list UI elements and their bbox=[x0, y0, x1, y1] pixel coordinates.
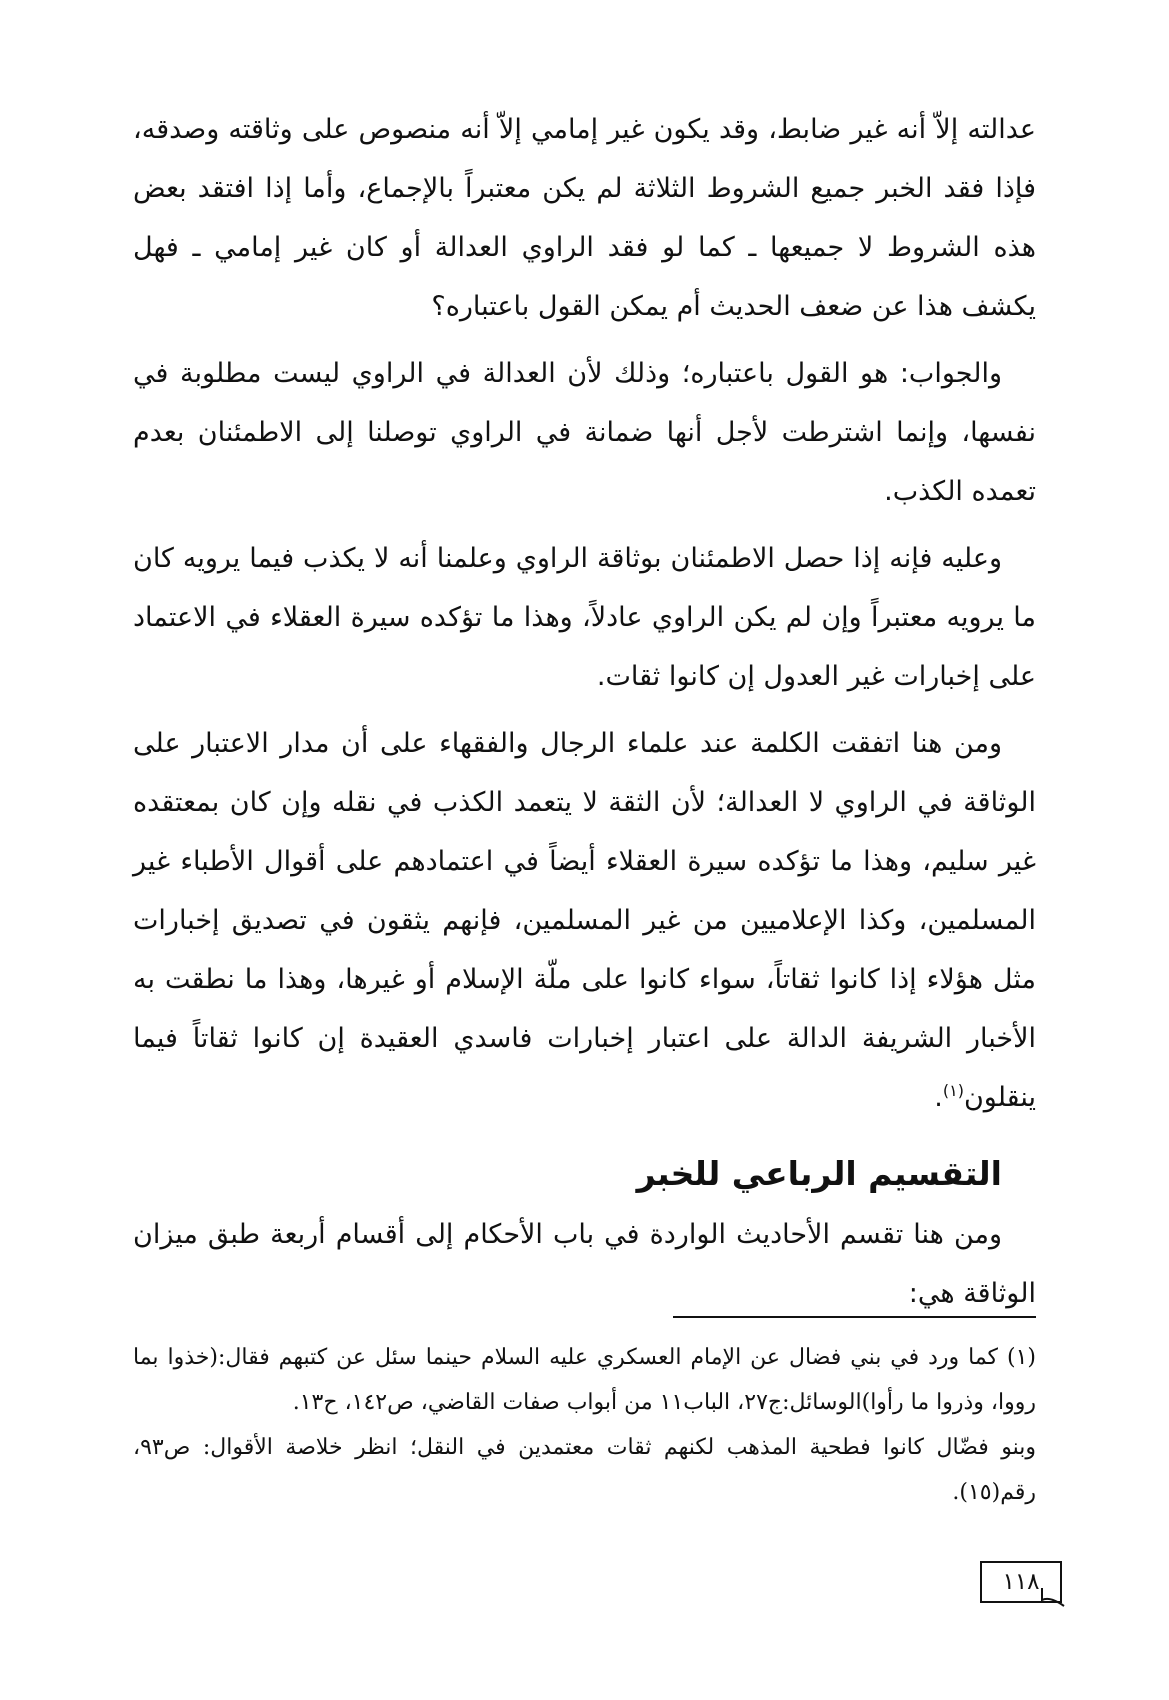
paragraph-5 bbox=[133, 1205, 1036, 1323]
main-text bbox=[133, 100, 1036, 1331]
paragraph-3-text: وعليه فإنه إذا حصل الاطمئنان بوثاقة الراوي وعلمنا أنه لا يكذب فيما يرويه كان ما يرويه معتبراً وإن لم يكن الراوي عادلاً، وهذا ما تؤكده سيرة العقلاء في الاعتماد على إخبارات غير العدول إن كانوا ثقات. bbox=[133, 543, 1036, 692]
footnote-reference[interactable]: (١) bbox=[942, 1081, 964, 1100]
footnote-1-continuation: وبنو فضّال كانوا فطحية المذهب لكنهم ثقات معتمدين في النقل؛ انظر خلاصة الأقوال: ص٩٣، رقم(١٥). bbox=[133, 1435, 1036, 1505]
paragraph-5-text: ومن هنا تقسم الأحاديث الواردة في باب الأحكام إلى أقسام أربعة طبق ميزان الوثاقة هي: bbox=[133, 1219, 1036, 1309]
paragraph-4-text: ومن هنا اتفقت الكلمة عند علماء الرجال والفقهاء على أن مدار الاعتبار على الوثاقة في الراوي لا العدالة؛ لأن الثقة لا يتعمد الكذب في نقله وإن كان بمعتقده غير سليم، وهذا ما تؤكده سيرة العقلاء أيضاً في اعتمادهم على أقوال الأطباء غير المسلمين، وكذا الإعلاميين من غير المسلمين، فإنهم يثقون في تصديق إخبارات مثل هؤلاء إذا كانوا ثقاتاً، سواء كانوا على ملّة الإسلام أو غيرها، وهذا ما نطقت به الأخبار الشريفة الدالة على اعتبار إخبارات فاسدي العقيدة إن كانوا ثقاتاً فيما ينقلون bbox=[133, 728, 1036, 1113]
paragraph-4-end: . bbox=[934, 1082, 943, 1113]
section-heading: التقسيم الرباعي للخبر bbox=[636, 1154, 1002, 1193]
paragraph-3 bbox=[133, 529, 1036, 706]
page-number-text: ١١٨ bbox=[1002, 1569, 1040, 1595]
paragraph-1 bbox=[133, 100, 1036, 336]
paragraph-2-text: والجواب: هو القول باعتباره؛ وذلك لأن العدالة في الراوي ليست مطلوبة في نفسها، وإنما اشترطت لأجل أنها ضمانة في الراوي توصلنا إلى الاطمئنان بعدم تعمده الكذب. bbox=[133, 358, 1036, 507]
footnote-1: (١) كما ورد في بني فضال عن الإمام العسكري عليه السلام حينما سئل عن كتبهم فقال:(خذوا بما رووا، وذروا ما رأوا)الوسائل:ج٢٧، الباب١١ من أبواب صفات القاضي، ص١٤٢، ح١٣. bbox=[133, 1345, 1036, 1415]
paragraph-4 bbox=[133, 714, 1036, 1127]
paragraph-2 bbox=[133, 344, 1036, 521]
footnotes bbox=[133, 1335, 1036, 1515]
page-curl-icon bbox=[1040, 1586, 1066, 1608]
paragraph-1-text: عدالته إلاّ أنه غير ضابط، وقد يكون غير إمامي إلاّ أنه منصوص على وثاقته وصدقه، فإذا فقد الخبر جميع الشروط الثلاثة لم يكن معتبراً بالإجماع، وأما إذا افتقد بعض هذه الشروط لا جميعها ـ كما لو فقد الراوي العدالة أو كان غير إمامي ـ فهل يكشف هذا عن ضعف الحديث أم يمكن القول باعتباره؟ bbox=[133, 114, 1036, 322]
footnote-separator bbox=[673, 1316, 1036, 1318]
